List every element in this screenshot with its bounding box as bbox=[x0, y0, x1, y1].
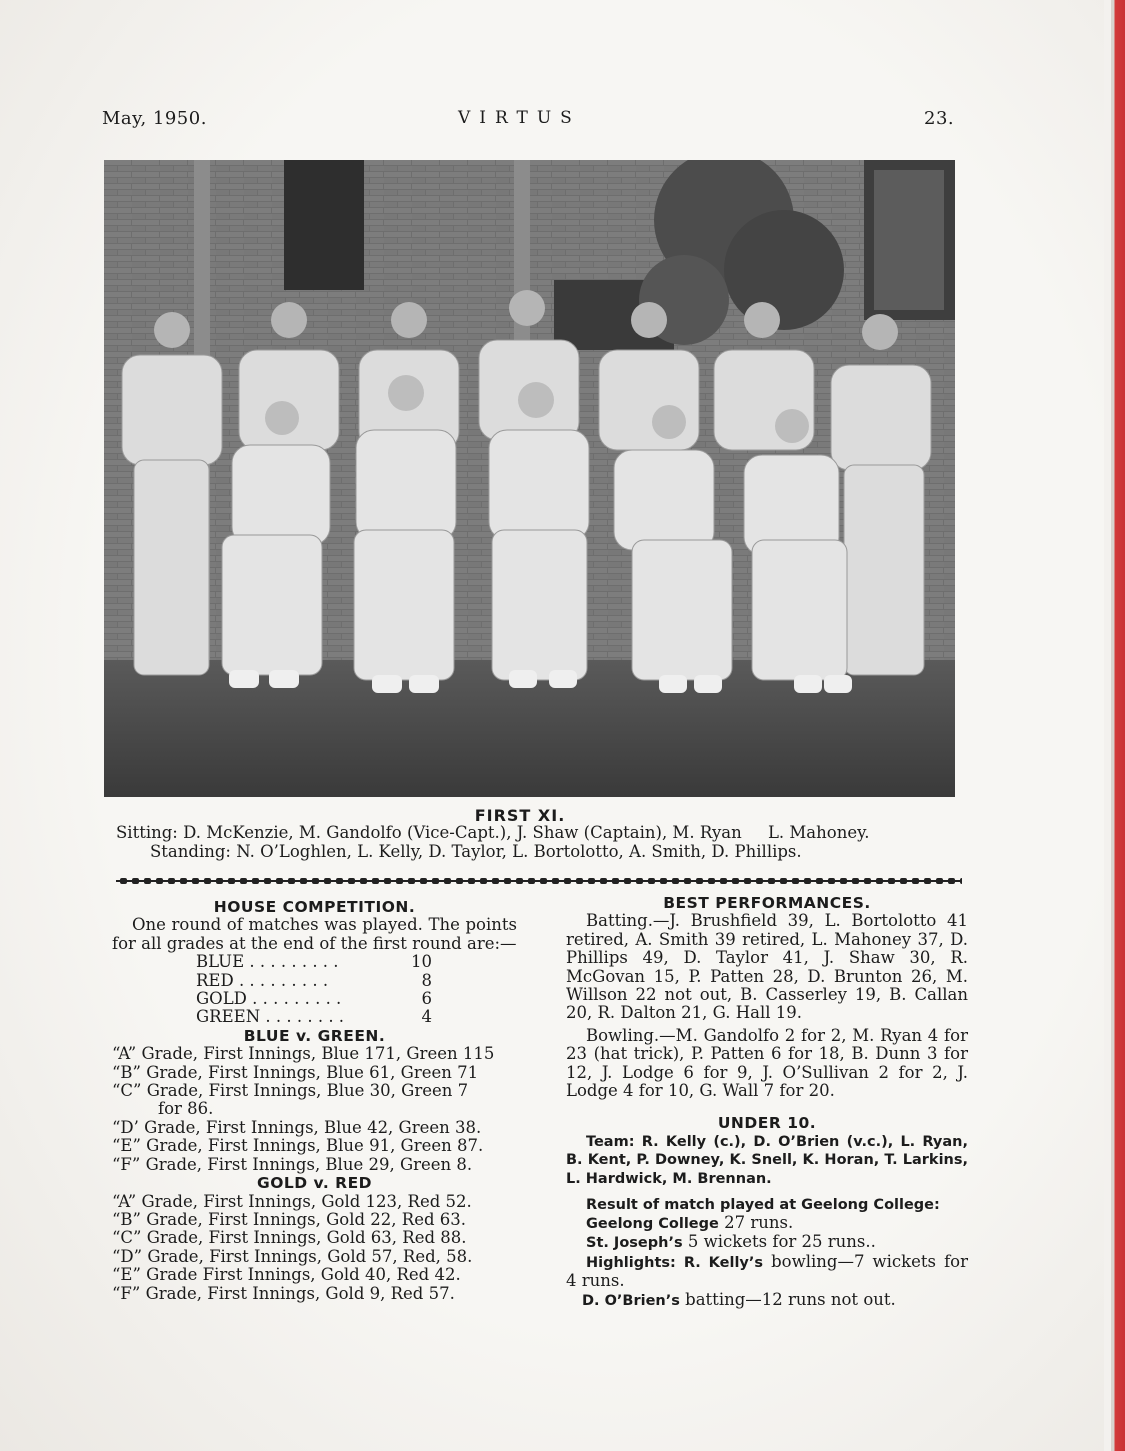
team-photo-illustration bbox=[104, 160, 955, 797]
under-10-heading: UNDER 10. bbox=[717, 1114, 817, 1133]
page-number: 23. bbox=[924, 108, 955, 129]
under-10-highlights: Highlights: R. Kelly’s bowling—7 wickets for 4 runs. bbox=[566, 1251, 968, 1291]
points-row: RED . . . . . . . . . 8 bbox=[196, 970, 432, 990]
publication-title: VIRTUS bbox=[458, 108, 581, 128]
bowling-paragraph: Bowling.—M. Gandolfo 2 for 2, M. Ryan 4 for 23 (hat trick), P. Patten 6 for 18, B. Dunn 3 for 12, J. Lodge 6 for 9, J. O’Sullivan 2 for 2, J. Lodge 4 for 10, G. Wall 7 for 20. bbox=[566, 1025, 968, 1101]
points-row: BLUE . . . . . . . . . 10 bbox=[196, 952, 432, 972]
house-competition-intro: One round of matches was played. The points for all grades at the end of the first round are:— bbox=[112, 915, 517, 953]
caption-standing: Standing: N. O’Loghlen, L. Kelly, D. Taylor, L. Bortolotto, A. Smith, D. Phillips. bbox=[150, 842, 802, 861]
result-line: “A” Grade, First Innings, Blue 171, Green 115 bbox=[112, 1044, 495, 1064]
result-line: “D’ Grade, First Innings, Blue 42, Green 38. bbox=[112, 1117, 482, 1137]
house-competition-column bbox=[112, 898, 517, 1303]
decorative-divider bbox=[116, 876, 962, 886]
result-line: “B” Grade, First Innings, Gold 22, Red 63. bbox=[112, 1209, 467, 1229]
under-10-result: Result of match played at Geelong College: Geelong College 27 runs. St. Joseph’s 5 wickets for 25 runs.. bbox=[586, 1196, 940, 1252]
result-line: “F” Grade, First Innings, Gold 9, Red 57. bbox=[112, 1283, 455, 1303]
under-10-section bbox=[566, 1133, 968, 1310]
best-performances-heading: BEST PERFORMANCES. bbox=[663, 894, 871, 912]
issue-date: May, 1950. bbox=[102, 108, 207, 129]
batting-paragraph: Batting.—J. Brushfield 39, L. Bortolotto 41 retired, A. Smith 39 retired, L. Mahoney 37, D. Phillips 49, D. Taylor 41, J. Shaw 30, R. McGovan 15, P. Patten 28, D. Brunton 26, M. Willson 22 not out, B. Casserley 19, B. Callan 20, R. Dalton 21, G. Hall 19. bbox=[566, 911, 968, 1023]
points-row: GOLD . . . . . . . . . 6 bbox=[196, 989, 432, 1009]
gold-v-red-results bbox=[112, 1193, 517, 1303]
caption-sitting: Sitting: D. McKenzie, M. Gandolfo (Vice-Capt.), J. Shaw (Captain), M. Ryan L. Mahoney. bbox=[116, 823, 870, 842]
result-line: “C” Grade, First Innings, Blue 30, Green 7 bbox=[112, 1081, 469, 1101]
result-line: “B” Grade, First Innings, Blue 61, Green 71 bbox=[112, 1062, 479, 1082]
photo-caption-title: FIRST XI. bbox=[474, 806, 566, 825]
result-line: “E” Grade, First Innings, Blue 91, Green 87. bbox=[112, 1136, 484, 1156]
red-binding-edge bbox=[1111, 0, 1125, 1451]
blue-v-green-results bbox=[112, 1045, 517, 1174]
house-competition-heading: HOUSE COMPETITION. bbox=[213, 898, 416, 916]
result-line: “D” Grade, First Innings, Gold 57, Red, 58. bbox=[112, 1246, 473, 1266]
team-photograph bbox=[104, 160, 955, 797]
best-performances-column bbox=[566, 894, 968, 1310]
result-line: for 86. bbox=[158, 1099, 214, 1119]
result-line: “A” Grade, First Innings, Gold 123, Red 52. bbox=[112, 1191, 472, 1211]
result-line: “C” Grade, First Innings, Gold 63, Red 88. bbox=[112, 1228, 467, 1248]
points-row: GREEN . . . . . . . . 4 bbox=[196, 1007, 432, 1027]
under-10-team: Team: R. Kelly (c.), D. O’Brien (v.c.), L. Ryan, B. Kent, P. Downey, K. Snell, K. Horan, T. Larkins, L. Hardwick, M. Brennan. bbox=[566, 1133, 968, 1188]
blue-v-green-heading: BLUE v. GREEN. bbox=[243, 1026, 386, 1045]
gold-v-red-heading: GOLD v. RED bbox=[256, 1174, 373, 1193]
result-line: “E” Grade First Innings, Gold 40, Red 42. bbox=[112, 1265, 461, 1285]
result-line: “F” Grade, First Innings, Blue 29, Green 8. bbox=[112, 1154, 473, 1174]
under-10-obrien: D. O’Brien’s batting—12 runs not out. bbox=[582, 1289, 896, 1309]
points-table bbox=[196, 953, 432, 1027]
